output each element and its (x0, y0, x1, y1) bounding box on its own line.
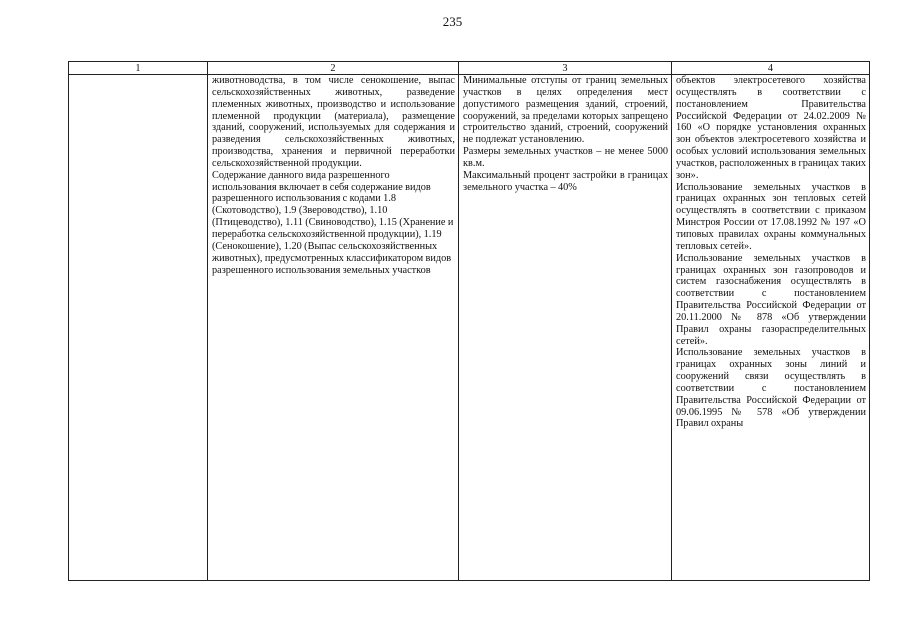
cell-col-1 (69, 75, 208, 581)
page-number: 235 (442, 14, 463, 29)
coverage-rule: Максимальный процент застройки в границах земельного участка – 40% (463, 169, 668, 193)
land-use-description: животноводства, в том числе сенокошение, выпас сельскохозяйственных животных, разведение племенных животных, производство и использование племенной продукции (материала), размещение зданий, сооружений, используемых для содержания и разведения сельскохозяйственных животных, производства, хранения и первичной переработки сельскохозяйственной продукции. (212, 75, 455, 169)
land-use-table (68, 61, 870, 581)
communication-lines-zone-rule: Использование земельных участков в границах охранных зоны линий и сооружений связи осуществлять в соответствии с постановлением Правительства Российской Федерации от 09.06.1995 № 578 «Об утверждении Правил охраны (676, 347, 866, 430)
heating-network-zone-rule: Использование земельных участков в границах охранных зон тепловых сетей осуществлять в соответствии с приказом Минстроя России от 17.08.1992 № 197 «О типовых правилах охраны коммунальных тепловых сетей». (676, 181, 866, 252)
plot-size-rule: Размеры земельных участков – не менее 5000 кв.м. (463, 146, 668, 169)
column-header-1: 1 (69, 62, 208, 75)
column-header-3: 3 (459, 62, 672, 75)
land-use-content-note: Содержание данного вида разрешенного использования включает в себя содержание видов разрешенного использования с кодами 1.8 (Скотоводство), 1.9 (Звероводство), 1.10 (Птицеводство), 1.11 (Свиноводство), 1.15 (Хранение и переработка сельскохозяйственной продукции), 1.19 (Сенокошение), 1.20 (Выпас сельскохозяйственных животных), предусмотренных классификатором видов разрешенного использования земельных участков (212, 169, 454, 276)
column-header-2: 2 (208, 62, 459, 75)
header-row (69, 62, 870, 75)
cell-col-4 (672, 75, 870, 581)
gas-network-zone-rule: Использование земельных участков в границах охранных зон газопроводов и систем газоснабжения осуществлять в соответствии с постановлением Правительства Российской Федерации от 20.11.2000 № 878 «Об утверждении Правил охраны газораспределительных сетей». (676, 252, 866, 347)
column-header-4: 4 (672, 62, 870, 75)
cell-col-2 (208, 75, 459, 581)
cell-col-3 (459, 75, 672, 581)
setback-rule: Минимальные отступы от границ земельных участков в целях определения мест допустимого размещения зданий, строений, сооружений, за пределами которых запрещено строительство зданий, строений, сооружений не подлежат установлению. (463, 75, 668, 146)
table-row (69, 75, 870, 581)
electric-grid-zone-rule: объектов электросетевого хозяйства осуществлять в соответствии с постановлением Правительства Российской Федерации от 24.02.2009 № 160 «О порядке установления охранных зон объектов электросетевого хозяйства и особых условий использования земельных участков, расположенных в границах таких зон». (676, 75, 866, 181)
